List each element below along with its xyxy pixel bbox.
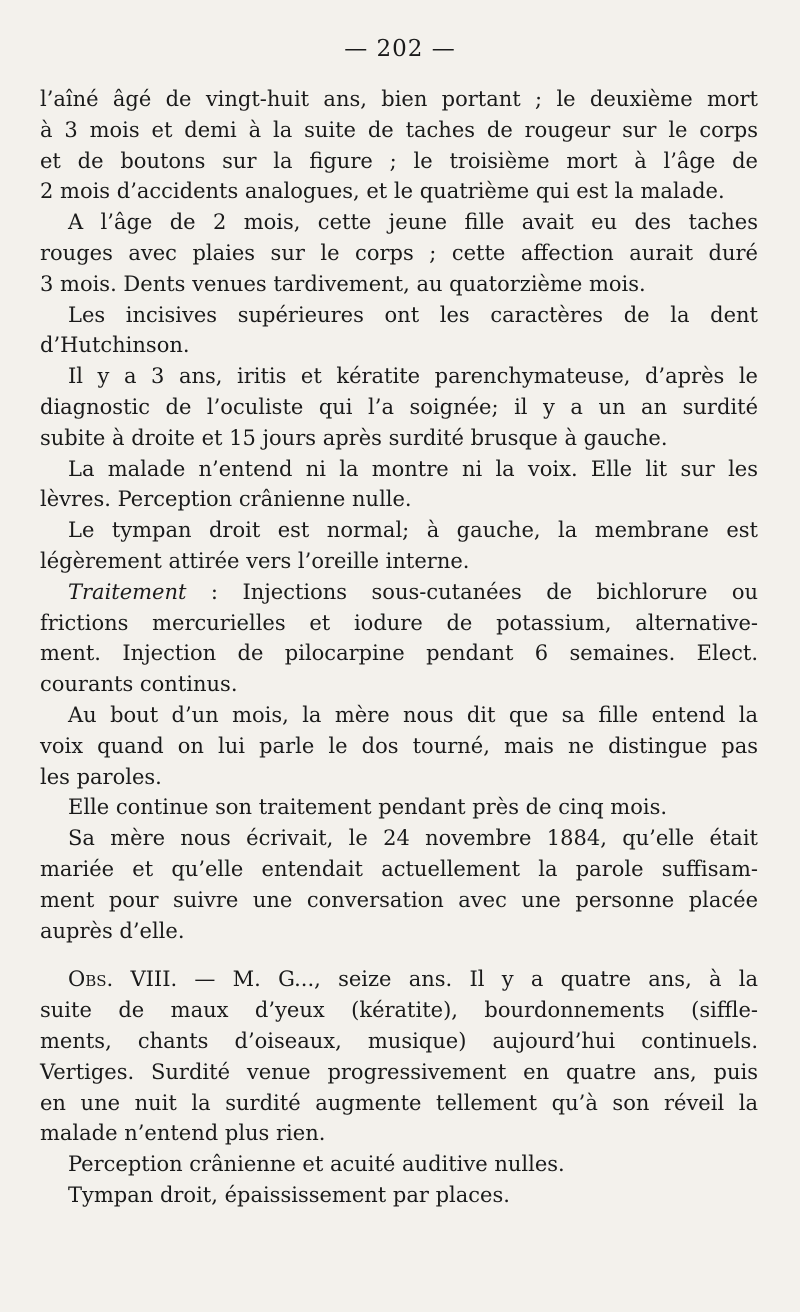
observation-label: Obs. VIII. bbox=[68, 967, 178, 992]
line-text: ment pour suivre une conversation avec une personne placée bbox=[40, 887, 758, 912]
line-text: La malade n’entend ni la montre ni la voix. Elle lit sur les bbox=[68, 456, 758, 481]
paragraph bbox=[40, 792, 758, 823]
line-text: Perception crânienne et acuité auditive nulles. bbox=[68, 1152, 565, 1177]
text-line bbox=[40, 638, 758, 669]
text-line bbox=[40, 176, 758, 207]
line-text: en une nuit la surdité augmente tellement qu’à son réveil la bbox=[40, 1090, 758, 1115]
text-line bbox=[40, 484, 758, 515]
line-text: auprès d’elle. bbox=[40, 918, 185, 943]
line-text: ments, chants d’oiseaux, musique) aujourd’hui continuels. bbox=[40, 1028, 758, 1053]
line-text: diagnostic de l’oculiste qui l’a soignée; il y a un an surdité bbox=[40, 394, 758, 419]
paragraph bbox=[40, 454, 758, 516]
text-line bbox=[40, 330, 758, 361]
text-line bbox=[40, 916, 758, 947]
line-text: Vertiges. Surdité venue progressivement en quatre ans, puis bbox=[40, 1059, 758, 1084]
line-text: ment. Injection de pilocarpine pendant 6 semaines. Elect. bbox=[40, 641, 758, 666]
text-line bbox=[40, 1057, 758, 1088]
text-line bbox=[40, 115, 758, 146]
paragraph bbox=[40, 300, 758, 362]
text-line bbox=[40, 207, 758, 238]
text-line bbox=[40, 577, 758, 608]
line-text: les paroles. bbox=[40, 764, 162, 789]
paragraph bbox=[40, 515, 758, 577]
body-text bbox=[40, 84, 758, 1211]
text-line bbox=[40, 1026, 758, 1057]
line-text: Le tympan droit est normal; à gauche, la membrane est bbox=[68, 518, 758, 543]
text-line bbox=[40, 84, 758, 115]
text-line bbox=[40, 1180, 758, 1211]
line-text: rouges avec plaies sur le corps ; cette affection aurait duré bbox=[40, 240, 758, 265]
paragraph bbox=[40, 577, 758, 700]
text-line bbox=[40, 995, 758, 1026]
line-text: — M. G..., seize ans. Il y a quatre ans, à la bbox=[177, 967, 758, 992]
text-line bbox=[40, 885, 758, 916]
line-text: légèrement attirée vers l’oreille interne. bbox=[40, 548, 470, 573]
line-text: malade n’entend plus rien. bbox=[40, 1121, 326, 1146]
line-text: 3 mois. Dents venues tardivement, au quatorzième mois. bbox=[40, 271, 646, 296]
line-text: Au bout d’un mois, la mère nous dit que sa fille entend la bbox=[68, 702, 758, 727]
paragraph bbox=[40, 823, 758, 946]
page-number: — 202 — bbox=[344, 36, 456, 62]
paragraph bbox=[40, 1149, 758, 1180]
paragraph-gap bbox=[40, 946, 758, 964]
line-text: frictions mercurielles et iodure de potassium, alternative- bbox=[40, 610, 758, 635]
line-text: Sa mère nous écrivait, le 24 novembre 1884, qu’elle était bbox=[68, 826, 758, 851]
line-text: suite de maux d’yeux (kératite), bourdonnements (siffle- bbox=[40, 998, 758, 1023]
line-text: subite à droite et 15 jours après surdité brusque à gauche. bbox=[40, 425, 668, 450]
line-text: A l’âge de 2 mois, cette jeune fille avait eu des taches bbox=[68, 210, 758, 235]
line-text: lèvres. Perception crânienne nulle. bbox=[40, 487, 412, 512]
text-line bbox=[40, 423, 758, 454]
line-text: mariée et qu’elle entendait actuellement la parole suffisam- bbox=[40, 856, 758, 881]
paragraph bbox=[40, 207, 758, 299]
text-line bbox=[40, 792, 758, 823]
text-line bbox=[40, 269, 758, 300]
text-line bbox=[40, 669, 758, 700]
text-line bbox=[40, 823, 758, 854]
text-line bbox=[40, 1149, 758, 1180]
text-line bbox=[40, 515, 758, 546]
text-line bbox=[40, 361, 758, 392]
line-text: : Injections sous-cutanées de bichlorure ou bbox=[186, 579, 758, 604]
text-line bbox=[40, 300, 758, 331]
line-text: à 3 mois et demi à la suite de taches de rougeur sur le corps bbox=[40, 117, 758, 142]
line-text: l’aîné âgé de vingt-huit ans, bien portant ; le deuxième mort bbox=[40, 87, 758, 111]
text-line bbox=[40, 1118, 758, 1149]
text-line bbox=[40, 700, 758, 731]
line-text: Il y a 3 ans, iritis et kératite parenchymateuse, d’après le bbox=[68, 364, 758, 389]
text-line bbox=[40, 854, 758, 885]
italic-heading: Traitement bbox=[68, 579, 187, 604]
paragraph bbox=[40, 1180, 758, 1211]
text-line bbox=[40, 762, 758, 793]
text-line bbox=[40, 238, 758, 269]
text-line bbox=[40, 454, 758, 485]
text-line bbox=[40, 546, 758, 577]
text-line bbox=[40, 392, 758, 423]
paragraph bbox=[40, 84, 758, 207]
text-line bbox=[40, 964, 758, 995]
line-text: d’Hutchinson. bbox=[40, 333, 190, 358]
text-line bbox=[40, 608, 758, 639]
text-line bbox=[40, 1088, 758, 1119]
line-text: courants continus. bbox=[40, 672, 238, 697]
paragraph bbox=[40, 361, 758, 453]
line-text: et de boutons sur la figure ; le troisième mort à l’âge de bbox=[40, 148, 758, 173]
line-text: voix quand on lui parle le dos tourné, mais ne distingue pas bbox=[40, 733, 758, 758]
text-line bbox=[40, 146, 758, 177]
paragraph bbox=[40, 700, 758, 792]
line-text: Elle continue son traitement pendant près de cinq mois. bbox=[68, 795, 668, 820]
text-line bbox=[40, 731, 758, 762]
line-text: Tympan droit, épaississement par places. bbox=[68, 1182, 510, 1207]
paragraph bbox=[40, 964, 758, 1149]
line-text: 2 mois d’accidents analogues, et le quatrième qui est la malade. bbox=[40, 179, 725, 204]
line-text: Les incisives supérieures ont les caractères de la dent bbox=[68, 302, 758, 327]
